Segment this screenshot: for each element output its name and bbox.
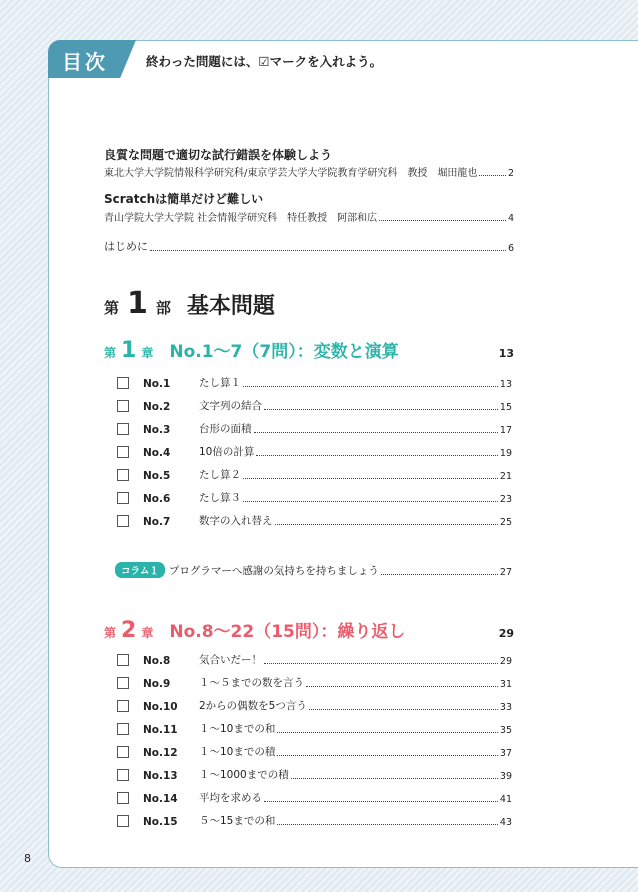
- column-badge: コラム１: [115, 562, 165, 578]
- leader-dots: [277, 755, 498, 756]
- leader-dots: [277, 732, 498, 733]
- leader-dots: [254, 432, 498, 433]
- toc-item: No.5 たし算２ 21: [117, 468, 512, 482]
- checkbox[interactable]: [117, 792, 129, 804]
- toc-item: No.4 10倍の計算 19: [117, 445, 512, 459]
- checkbox[interactable]: [117, 400, 129, 412]
- chapter-1-heading: 第 1 章 No.1～7（7問）：変数と演算 13: [104, 338, 514, 363]
- toc-item: No.15 ５～15までの和 43: [117, 814, 512, 828]
- header-note: 終わった問題には、☑マークを入れよう。: [146, 54, 383, 69]
- leader-dots: [243, 501, 498, 502]
- toc-item: No.9 １～５までの数を言う 31: [117, 676, 512, 690]
- checkbox[interactable]: [117, 654, 129, 666]
- leader-dots: [479, 175, 506, 176]
- toc-item: No.11 １～10までの和 35: [117, 722, 512, 736]
- page-number: 8: [24, 852, 31, 865]
- checkbox[interactable]: [117, 746, 129, 758]
- leader-dots: [306, 686, 498, 687]
- leader-dots: [243, 386, 498, 387]
- toc-tab-label: 目次: [62, 50, 108, 74]
- checkbox[interactable]: [117, 377, 129, 389]
- checkbox[interactable]: [117, 769, 129, 781]
- leader-dots: [275, 524, 498, 525]
- checkbox[interactable]: [117, 469, 129, 481]
- leader-dots: [291, 778, 498, 779]
- leader-dots: [150, 250, 506, 251]
- leader-dots: [379, 220, 506, 221]
- toc-item: No.7 数字の入れ替え 25: [117, 514, 512, 528]
- checkbox[interactable]: [117, 423, 129, 435]
- leader-dots: [309, 709, 498, 710]
- leader-dots: [243, 478, 498, 479]
- column-entry: コラム１ プログラマーへ感謝の気持ちを持ちましょう 27: [115, 562, 512, 578]
- checkbox[interactable]: [117, 492, 129, 504]
- intro-title-2: Scratchは簡単だけど難しい: [104, 192, 264, 206]
- checkbox[interactable]: [117, 700, 129, 712]
- toc-item: No.13 １～1000までの積 39: [117, 768, 512, 782]
- checkbox[interactable]: [117, 446, 129, 458]
- toc-item: No.14 平均を求める 41: [117, 791, 512, 805]
- leader-dots: [264, 801, 498, 802]
- checkbox[interactable]: [117, 723, 129, 735]
- leader-dots: [264, 663, 498, 664]
- toc-item: No.2 文字列の結合 15: [117, 399, 512, 413]
- leader-dots: [264, 409, 498, 410]
- chapter-2-heading: 第 2 章 No.8～22（15問）：繰り返し 29: [104, 618, 514, 643]
- checkbox[interactable]: [117, 515, 129, 527]
- checkbox[interactable]: [117, 677, 129, 689]
- toc-item: No.12 １～10までの積 37: [117, 745, 512, 759]
- toc-item: No.6 たし算３ 23: [117, 491, 512, 505]
- leader-dots: [277, 824, 498, 825]
- toc-item: No.10 2からの偶数を5つ言う 33: [117, 699, 512, 713]
- intro-line-hajimeni: はじめに 6: [104, 240, 514, 254]
- leader-dots: [256, 455, 498, 456]
- intro-title-1: 良質な問題で適切な試行錯誤を体験しよう: [104, 148, 333, 162]
- checkbox[interactable]: [117, 815, 129, 827]
- toc-item: No.1 たし算１ 13: [117, 376, 512, 390]
- toc-item: No.8 気合いだー！ 29: [117, 653, 512, 667]
- intro-line-1: 東北大学大学院情報科学研究科/東京学芸大学大学院教育学研究科 教授 堀田龍也 2: [104, 168, 514, 179]
- part-heading: 第 1 部 基本問題: [104, 286, 275, 321]
- leader-dots: [381, 574, 498, 575]
- toc-item: No.3 台形の面積 17: [117, 422, 512, 436]
- intro-line-2: 青山学院大学大学院 社会情報学研究科 特任教授 阿部和広 4: [104, 213, 514, 224]
